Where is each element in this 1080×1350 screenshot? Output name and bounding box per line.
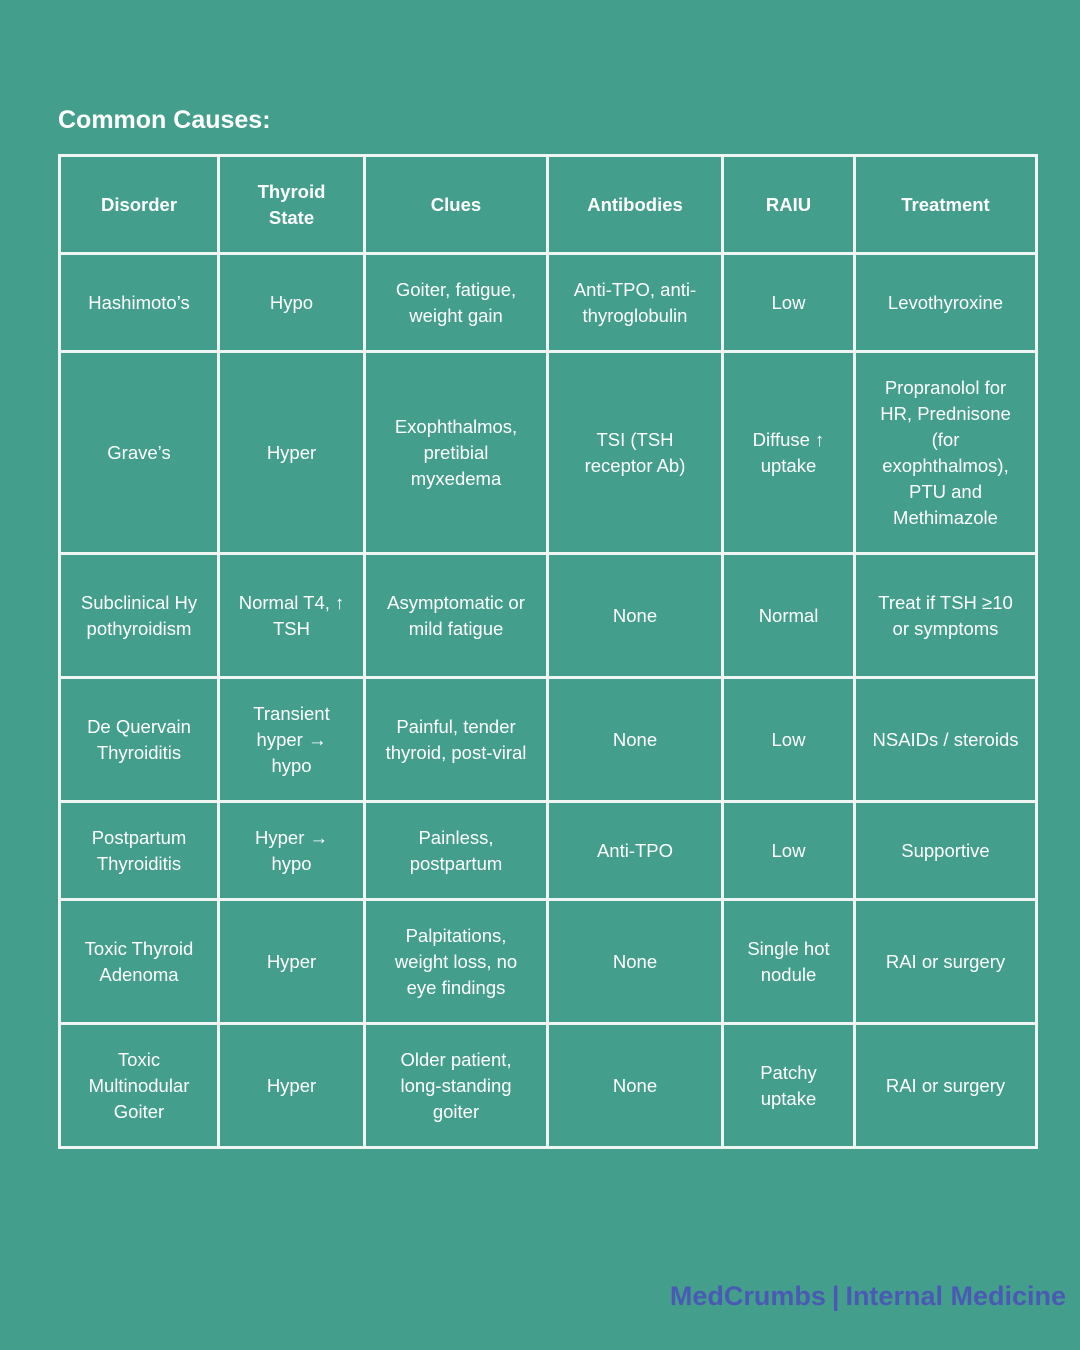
column-header-disorder: Disorder (60, 156, 219, 254)
cell-antibodies: Anti-TPO (548, 802, 723, 900)
cell-raiu: Diffuse ↑ uptake (723, 352, 855, 554)
cell-thyroid-state: Hyper (219, 900, 365, 1024)
cell-treatment: Supportive (855, 802, 1037, 900)
cell-clues: Exophthalmos, pretibial myxedema (365, 352, 548, 554)
cell-antibodies: None (548, 678, 723, 802)
column-header-antibodies: Antibodies (548, 156, 723, 254)
cell-disorder: Toxic Thyroid Adenoma (60, 900, 219, 1024)
cell-clues: Painful, tender thyroid, post-viral (365, 678, 548, 802)
cell-thyroid-state: Hyper → hypo (219, 802, 365, 900)
cell-raiu: Low (723, 678, 855, 802)
cell-treatment: Propranolol for HR, Prednisone (for exophthalmos), PTU and Methimazole (855, 352, 1037, 554)
cell-clues: Asymptomatic or mild fatigue (365, 554, 548, 678)
cell-thyroid-state: Hyper (219, 352, 365, 554)
table-row (60, 352, 1037, 554)
table-row (60, 802, 1037, 900)
table-row (60, 678, 1037, 802)
causes-table (58, 154, 1038, 1149)
cell-raiu: Single hot nodule (723, 900, 855, 1024)
cell-treatment: RAI or surgery (855, 900, 1037, 1024)
cell-antibodies: Anti-TPO, anti-thyroglobulin (548, 254, 723, 352)
cell-clues: Goiter, fatigue, weight gain (365, 254, 548, 352)
column-header-clues: Clues (365, 156, 548, 254)
column-header-treatment: Treatment (855, 156, 1037, 254)
cell-clues: Older patient, long-standing goiter (365, 1024, 548, 1148)
column-header-raiu: RAIU (723, 156, 855, 254)
cell-treatment: RAI or surgery (855, 1024, 1037, 1148)
footer-separator: | (831, 1281, 840, 1311)
cell-thyroid-state: Hyper (219, 1024, 365, 1148)
cell-disorder: Subclinical Hypothyroidism (60, 554, 219, 678)
cell-thyroid-state: Hypo (219, 254, 365, 352)
table-row (60, 554, 1037, 678)
cell-disorder: Hashimoto’s (60, 254, 219, 352)
cell-raiu: Low (723, 254, 855, 352)
brand-name: MedCrumbs (669, 1281, 826, 1311)
cell-disorder: Toxic Multinodular Goiter (60, 1024, 219, 1148)
cell-antibodies: None (548, 900, 723, 1024)
cell-clues: Painless, postpartum (365, 802, 548, 900)
cell-antibodies: None (548, 1024, 723, 1148)
cell-treatment: NSAIDs / steroids (855, 678, 1037, 802)
brand-footer (670, 1281, 1066, 1312)
cell-treatment: Treat if TSH ≥10 or symptoms (855, 554, 1037, 678)
cell-disorder: De Quervain Thyroiditis (60, 678, 219, 802)
column-header-thyroid-state: Thyroid State (219, 156, 365, 254)
cell-thyroid-state: Normal T4, ↑ TSH (219, 554, 365, 678)
cell-raiu: Low (723, 802, 855, 900)
cell-thyroid-state: Transient hyper → hypo (219, 678, 365, 802)
cell-raiu: Patchy uptake (723, 1024, 855, 1148)
cell-treatment: Levothyroxine (855, 254, 1037, 352)
cell-disorder: Postpartum Thyroiditis (60, 802, 219, 900)
cell-clues: Palpitations, weight loss, no eye findings (365, 900, 548, 1024)
cell-antibodies: TSI (TSH receptor Ab) (548, 352, 723, 554)
cell-disorder: Grave’s (60, 352, 219, 554)
brand-section: Internal Medicine (845, 1281, 1066, 1311)
cell-raiu: Normal (723, 554, 855, 678)
table-row (60, 1024, 1037, 1148)
table-row (60, 900, 1037, 1024)
page-title: Common Causes: (58, 106, 271, 134)
table-header-row (60, 156, 1037, 254)
table-row (60, 254, 1037, 352)
cell-antibodies: None (548, 554, 723, 678)
